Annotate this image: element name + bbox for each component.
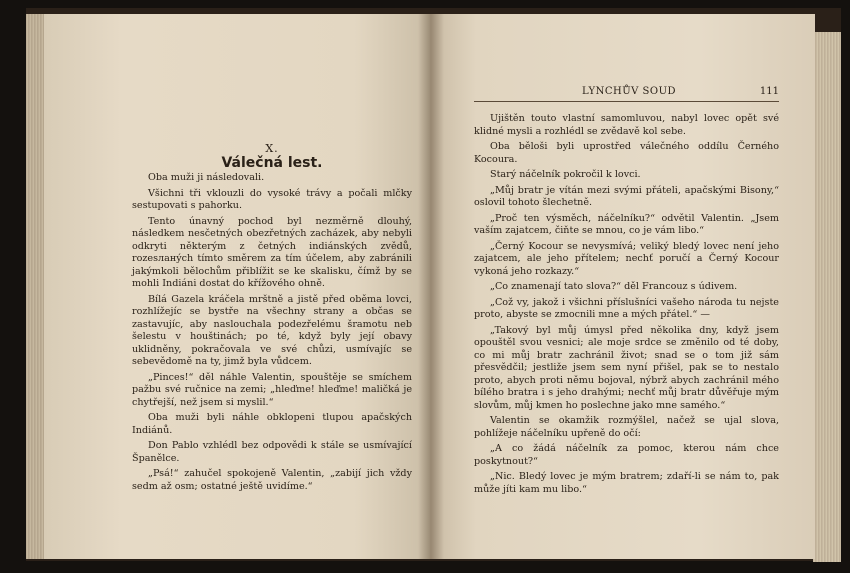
- paragraph: „Takový byl můj úmysl před několika dny, když jsem opouštěl svou vesnici; ale moje srdce se změnilo od té doby, co mi můj bratr zachránil život; snad se o tom již sám přesvědčil; jestliže jsem sem nyní přišel, pak se to nestalo proto, abych proti němu bojoval, nýbrž abych zachránil mého bílého bratra i s jeho drahými; nechť můj bratr důvěřuje mým slovům, můj kmen ho poslechne jako mne samého.“: [474, 324, 779, 411]
- paragraph: Valentin se okamžik rozmýšlel, načež se ujal slova, pohlížeje náčelníku upřeně do očí:: [474, 415, 779, 439]
- page-number: 111: [759, 86, 779, 97]
- paragraph: „Proč ten výsměch, náčelníku?“ odvětil Valentin. „Jsem vaším zajatcem, čiňte se mnou, co je vám libo.“: [474, 212, 779, 236]
- book-gutter: [418, 14, 444, 559]
- paragraph: „Psá!“ zahučel spokojeně Valentin, „zabijí jich vždy sedm až osm; ostatné ještě uvidíme.“: [132, 468, 412, 492]
- paragraph: „Nic. Bledý lovec je mým bratrem; zdaří-li se nám to, pak může jíti kam mu libo.“: [474, 471, 779, 495]
- paragraph: „Pinces!“ děl náhle Valentin, spouštěje se smíchem pažbu své ručnice na zemi; „hleďme! hleďme! maličká je chytřejší, než jsem si myslil.“: [132, 371, 412, 408]
- chapter-number: X.: [265, 142, 279, 155]
- paragraph: „Černý Kocour se nevysmívá; veliký bledý lovec není jeho zajatcem, ale jeho přítelem; nechť poručí a Černý Kocour vykoná jeho rozkazy.“: [474, 240, 779, 277]
- paragraph: Oba muži byli náhle obklopeni tlupou apačských Indiánů.: [132, 412, 412, 436]
- paragraph: „Můj bratr je vítán mezi svými přáteli, apačskými Bisony,“ oslovil tohoto šlechetně.: [474, 184, 779, 208]
- paragraph: Don Pablo vzhlédl bez odpovědi k stále se usmívající Španělce.: [132, 440, 412, 464]
- running-header: [474, 86, 779, 102]
- paragraph: „A co žádá náčelník za pomoc, kterou nám chce poskytnout?“: [474, 443, 779, 467]
- right-page: [430, 14, 815, 559]
- open-book: [26, 8, 841, 561]
- paragraph: „Co znamenají tato slova?“ děl Francouz s údivem.: [490, 281, 738, 292]
- left-page-text: [132, 172, 412, 496]
- paragraph: Bílá Gazela kráčela mrštně a jistě před oběma lovci, rozhlížejíc se bystře na všechny strany a občas se zastavujíc, aby naslouchala podezřelému šramotu neb šelestu v houštinách; po té, když byly její obavy uklidněny, pokračovala ve své chůzi, usmívajíc se sebevědomě na ty, jimž byla vůdcem.: [132, 293, 412, 367]
- running-title: LYNCHŮV SOUD: [581, 86, 677, 97]
- right-page-text: [474, 113, 779, 499]
- paragraph: Oba běloši byli uprostřed válečného oddílu Černého Kocoura.: [474, 141, 779, 165]
- paragraph: Všichni tři vklouzli do vysoké trávy a počali mlčky sestupovati s pahorku.: [132, 187, 412, 211]
- paragraph: Starý náčelník pokročil k lovci.: [490, 169, 641, 180]
- right-page-edges: [813, 32, 841, 562]
- left-page: [44, 14, 432, 559]
- chapter-title: Válečná lest.: [221, 155, 323, 171]
- paragraph: „Což vy, jakož i všichni příslušníci vašeho národa tu nejste proto, abyste se zmocnili mne a mých přátel.“ —: [474, 296, 779, 320]
- paragraph: Oba muži ji následovali.: [148, 172, 265, 183]
- paragraph: Tento únavný pochod byl nezměrně dlouhý, následkem nesčetných obezřetných zacházek, aby nebyli odkryti některým z četných indiánských zvědů, rozesланých tímto směrem za tím účelem, aby zabránili jakýmkoli bělochům přiblížit se ke skalisku, čímž by se mohli Indiáni dostat do křížového ohně.: [132, 215, 412, 289]
- paragraph: Ujištěn touto vlastní samomluvou, nabyl lovec opět své klidné mysli a rozhlédl se zvědavě kol sebe.: [474, 113, 779, 137]
